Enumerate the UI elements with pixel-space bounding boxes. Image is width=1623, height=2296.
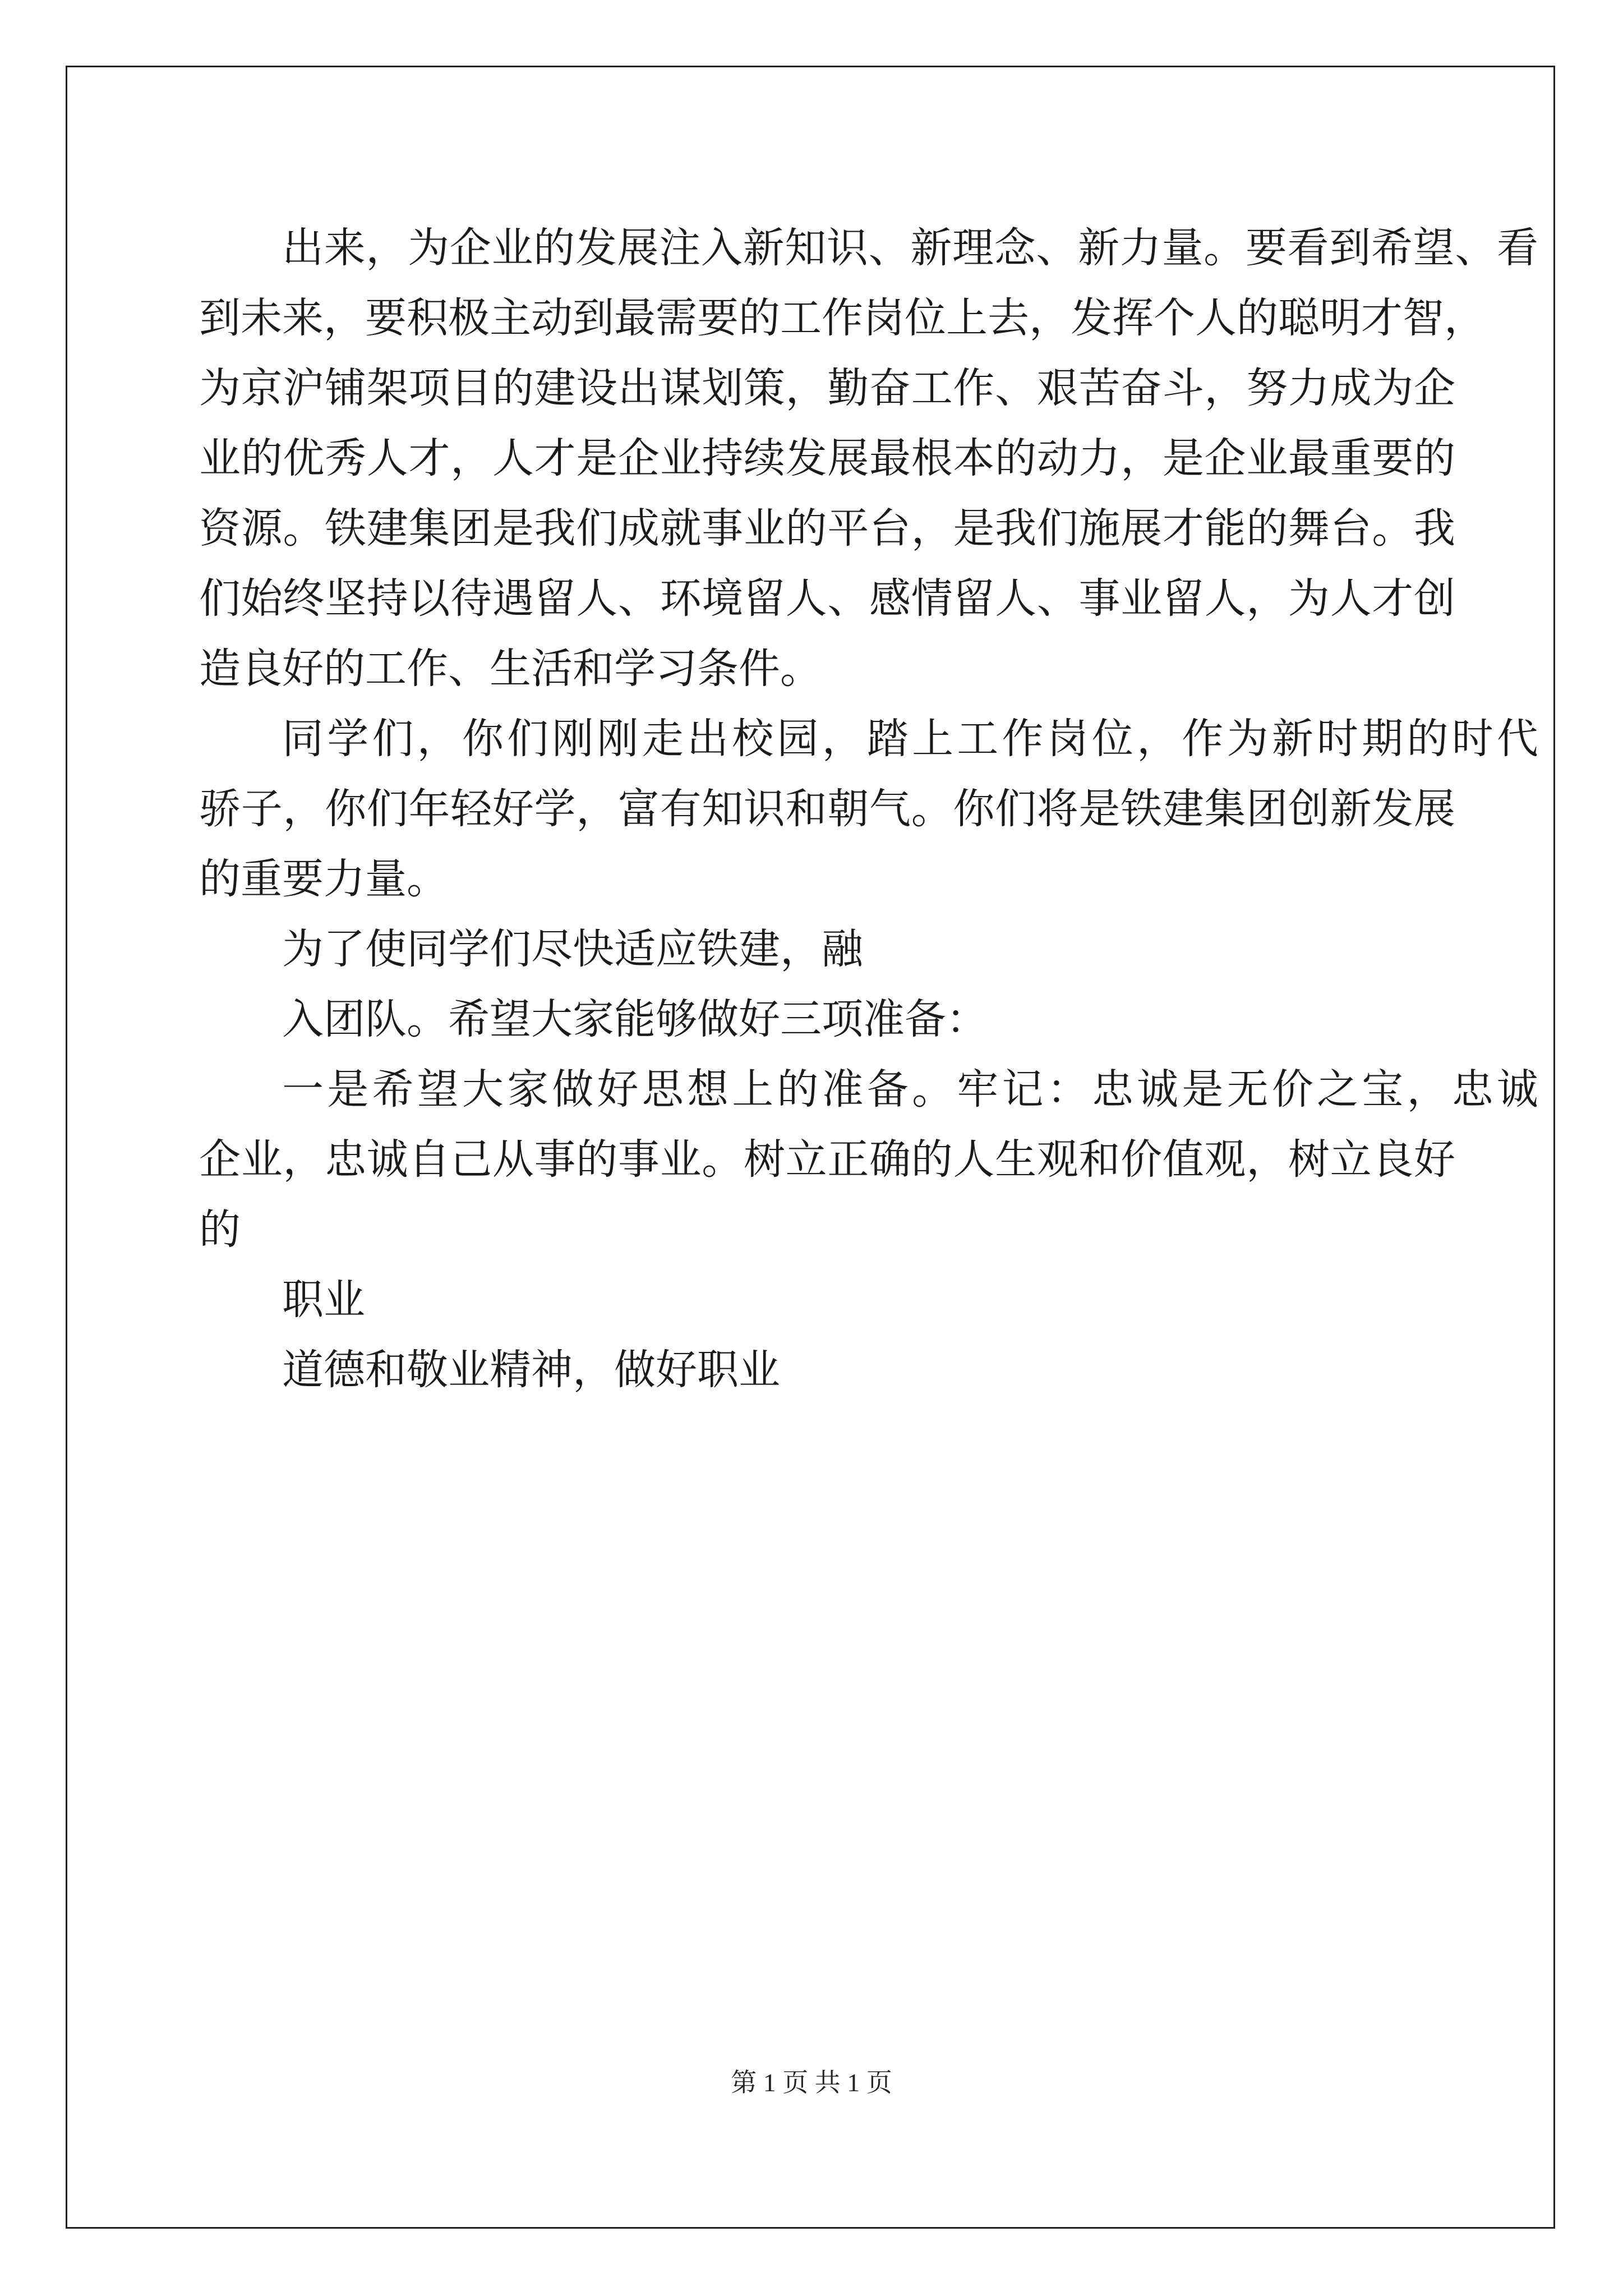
text-line: 一 是 希 望 大 家 做 好 思 想 上 的 准 备 。 牢 记 ： 忠 诚 是 无 价 之 宝 ， 忠 诚 [282,1065,1538,1114]
text-line: 同 学 们 ， 你 们 刚 刚 走 出 校 园 ， 踏 上 工 作 岗 位 ， 作 为 新 时 期 的 时 代 [282,715,1538,763]
text-line: 造良好的工作、生活和学习条件。 [199,645,822,693]
text-line: 入团队。希望大家能够做好三项准备： [282,995,988,1043]
text-line: 的重要力量。 [199,855,448,903]
text-line: 骄 子 ， 你 们 年 轻 好 学 ， 富 有 知 识 和 朝 气 。 你 们 将 是 铁 建 集 团 创 新 发 展 [199,785,1455,833]
text-line: 的 [199,1205,241,1254]
text-line: 为 京 沪 铺 架 项 目 的 建 设 出 谋 划 策 ， 勤 奋 工 作 、 艰 苦 奋 斗 ， 努 力 成 为 企 [199,364,1455,412]
text-line: 职业 [282,1276,365,1324]
text-line: 为了使同学们尽快适应铁建，融 [282,925,863,973]
text-line: 业 的 优 秀 人 才 ， 人 才 是 企 业 持 续 发 展 最 根 本 的 动 力 ， 是 企 业 最 重 要 的 [199,434,1455,482]
text-line: 道德和敬业精神，做好职业 [282,1346,780,1394]
text-line: 们 始 终 坚 持 以 待 遇 留 人 、 环 境 留 人 、 感 情 留 人 、 事 业 留 人 ， 为 人 才 创 [199,574,1455,623]
page-footer: 第 1 页 共 1 页 [731,2068,892,2097]
text-line: 出 来 ， 为 企 业 的 发 展 注 入 新 知 识 、 新 理 念 、 新 力 量 。 要 看 到 希 望 、 看 [282,224,1538,272]
text-line: 企 业 ， 忠 诚 自 己 从 事 的 事 业 。 树 立 正 确 的 人 生 观 和 价 值 观 ， 树 立 良 好 [199,1135,1455,1184]
text-line: 到 未 来 ， 要 积 极 主 动 到 最 需 要 的 工 作 岗 位 上 去 ， 发 挥 个 人 的 聪 明 才 智 ， [199,294,1486,342]
text-line: 资 源 。 铁 建 集 团 是 我 们 成 就 事 业 的 平 台 ， 是 我 们 施 展 才 能 的 舞 台 。 我 [199,504,1455,553]
